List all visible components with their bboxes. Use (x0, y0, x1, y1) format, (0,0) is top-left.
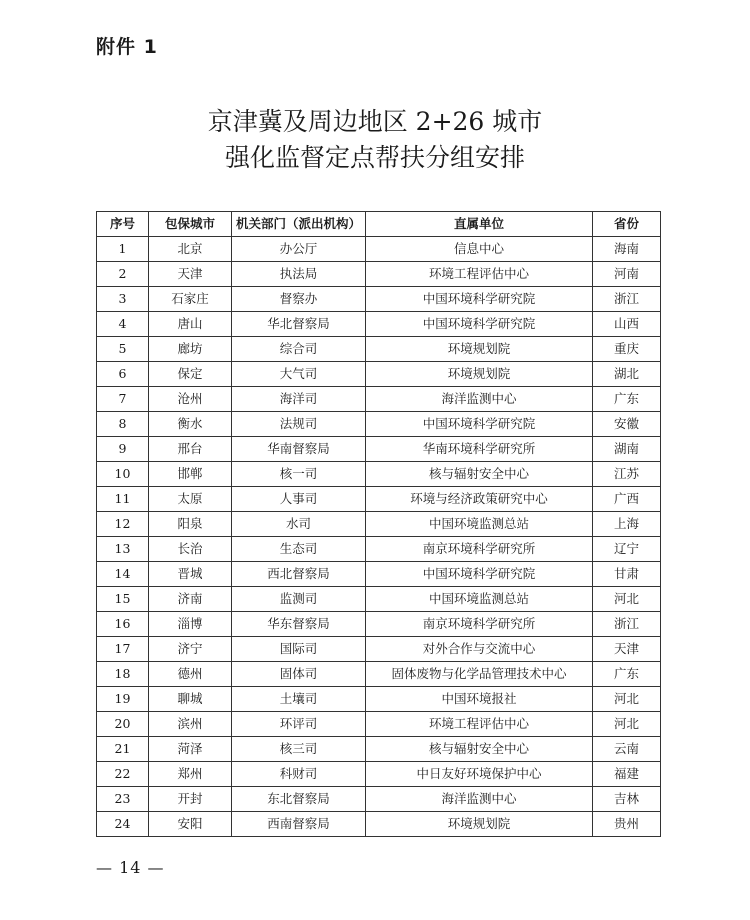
cell-unit: 南京环境科学研究所 (366, 612, 593, 637)
table-row (97, 337, 661, 362)
cell-province: 重庆 (593, 337, 661, 362)
cell-department: 核一司 (232, 462, 366, 487)
cell-department: 生态司 (232, 537, 366, 562)
cell-city: 长治 (149, 537, 232, 562)
cell-unit: 信息中心 (366, 237, 593, 262)
table-row (97, 662, 661, 687)
header-index: 序号 (97, 212, 149, 237)
cell-city: 德州 (149, 662, 232, 687)
cell-index: 22 (97, 762, 149, 787)
cell-city: 廊坊 (149, 337, 232, 362)
cell-province: 山西 (593, 312, 661, 337)
cell-index: 10 (97, 462, 149, 487)
cell-department: 科财司 (232, 762, 366, 787)
cell-city: 菏泽 (149, 737, 232, 762)
cell-index: 6 (97, 362, 149, 387)
cell-city: 唐山 (149, 312, 232, 337)
cell-unit: 华南环境科学研究所 (366, 437, 593, 462)
header-city: 包保城市 (149, 212, 232, 237)
table-row (97, 612, 661, 637)
cell-unit: 中国环境科学研究院 (366, 287, 593, 312)
cell-city: 天津 (149, 262, 232, 287)
table-row (97, 362, 661, 387)
cell-unit: 中国环境科学研究院 (366, 312, 593, 337)
cell-index: 23 (97, 787, 149, 812)
cell-department: 核三司 (232, 737, 366, 762)
cell-city: 阳泉 (149, 512, 232, 537)
table-row (97, 562, 661, 587)
cell-city: 济宁 (149, 637, 232, 662)
cell-department: 固体司 (232, 662, 366, 687)
cell-province: 福建 (593, 762, 661, 787)
table-row (97, 237, 661, 262)
cell-index: 4 (97, 312, 149, 337)
cell-department: 水司 (232, 512, 366, 537)
cell-index: 18 (97, 662, 149, 687)
cell-unit: 对外合作与交流中心 (366, 637, 593, 662)
cell-department: 办公厅 (232, 237, 366, 262)
table-row (97, 387, 661, 412)
cell-unit: 中国环境监测总站 (366, 587, 593, 612)
cell-province: 河北 (593, 712, 661, 737)
cell-province: 广东 (593, 387, 661, 412)
table-row (97, 687, 661, 712)
cell-department: 华南督察局 (232, 437, 366, 462)
cell-index: 21 (97, 737, 149, 762)
cell-index: 17 (97, 637, 149, 662)
table-row (97, 587, 661, 612)
cell-city: 淄博 (149, 612, 232, 637)
cell-province: 河北 (593, 587, 661, 612)
table-row (97, 312, 661, 337)
cell-department: 督察办 (232, 287, 366, 312)
cell-province: 贵州 (593, 812, 661, 837)
cell-unit: 环境与经济政策研究中心 (366, 487, 593, 512)
cell-unit: 环境规划院 (366, 812, 593, 837)
cell-province: 吉林 (593, 787, 661, 812)
cell-unit: 核与辐射安全中心 (366, 737, 593, 762)
table-row (97, 437, 661, 462)
cell-index: 1 (97, 237, 149, 262)
cell-province: 天津 (593, 637, 661, 662)
cell-province: 河南 (593, 262, 661, 287)
cell-unit: 固体废物与化学品管理技术中心 (366, 662, 593, 687)
table-row (97, 787, 661, 812)
cell-department: 华北督察局 (232, 312, 366, 337)
cell-department: 执法局 (232, 262, 366, 287)
table-row (97, 462, 661, 487)
cell-province: 广东 (593, 662, 661, 687)
cell-city: 济南 (149, 587, 232, 612)
cell-city: 邯郸 (149, 462, 232, 487)
cell-city: 沧州 (149, 387, 232, 412)
table-row (97, 412, 661, 437)
cell-index: 14 (97, 562, 149, 587)
cell-city: 衡水 (149, 412, 232, 437)
cell-index: 15 (97, 587, 149, 612)
header-department: 机关部门（派出机构） (232, 212, 366, 237)
cell-index: 8 (97, 412, 149, 437)
cell-city: 保定 (149, 362, 232, 387)
cell-unit: 环境工程评估中心 (366, 262, 593, 287)
document-title-line-1: 京津冀及周边地区 2+26 城市 (207, 107, 543, 136)
cell-province: 安徽 (593, 412, 661, 437)
cell-department: 西北督察局 (232, 562, 366, 587)
cell-province: 湖北 (593, 362, 661, 387)
cell-unit: 中国环境科学研究院 (366, 412, 593, 437)
table-row (97, 287, 661, 312)
table-body (97, 237, 661, 837)
cell-province: 海南 (593, 237, 661, 262)
cell-department: 西南督察局 (232, 812, 366, 837)
cell-province: 上海 (593, 512, 661, 537)
cell-city: 开封 (149, 787, 232, 812)
table-row (97, 712, 661, 737)
cell-index: 5 (97, 337, 149, 362)
cell-province: 湖南 (593, 437, 661, 462)
cell-department: 东北督察局 (232, 787, 366, 812)
cell-city: 太原 (149, 487, 232, 512)
assignment-table (96, 211, 661, 837)
cell-province: 甘肃 (593, 562, 661, 587)
cell-city: 邢台 (149, 437, 232, 462)
cell-city: 聊城 (149, 687, 232, 712)
attachment-label: 附件 1 (96, 36, 158, 58)
table-row (97, 812, 661, 837)
table-header-row (97, 212, 661, 237)
cell-unit: 中日友好环境保护中心 (366, 762, 593, 787)
cell-province: 江苏 (593, 462, 661, 487)
cell-index: 19 (97, 687, 149, 712)
cell-department: 环评司 (232, 712, 366, 737)
table-row (97, 637, 661, 662)
table-row (97, 512, 661, 537)
cell-unit: 环境工程评估中心 (366, 712, 593, 737)
cell-index: 7 (97, 387, 149, 412)
cell-province: 广西 (593, 487, 661, 512)
cell-province: 浙江 (593, 612, 661, 637)
cell-index: 20 (97, 712, 149, 737)
cell-department: 华东督察局 (232, 612, 366, 637)
cell-unit: 海洋监测中心 (366, 387, 593, 412)
table-row (97, 537, 661, 562)
cell-department: 国际司 (232, 637, 366, 662)
document-title-line-2: 强化监督定点帮扶分组安排 (224, 143, 525, 172)
cell-department: 土壤司 (232, 687, 366, 712)
cell-unit: 南京环境科学研究所 (366, 537, 593, 562)
cell-city: 滨州 (149, 712, 232, 737)
cell-unit: 环境规划院 (366, 337, 593, 362)
cell-index: 13 (97, 537, 149, 562)
cell-province: 河北 (593, 687, 661, 712)
cell-index: 9 (97, 437, 149, 462)
cell-city: 郑州 (149, 762, 232, 787)
table-row (97, 762, 661, 787)
table-row (97, 262, 661, 287)
cell-unit: 中国环境科学研究院 (366, 562, 593, 587)
cell-department: 大气司 (232, 362, 366, 387)
cell-index: 24 (97, 812, 149, 837)
cell-department: 监测司 (232, 587, 366, 612)
cell-province: 浙江 (593, 287, 661, 312)
cell-city: 安阳 (149, 812, 232, 837)
cell-city: 石家庄 (149, 287, 232, 312)
cell-index: 3 (97, 287, 149, 312)
cell-index: 2 (97, 262, 149, 287)
cell-unit: 中国环境监测总站 (366, 512, 593, 537)
cell-province: 辽宁 (593, 537, 661, 562)
cell-department: 海洋司 (232, 387, 366, 412)
cell-department: 综合司 (232, 337, 366, 362)
cell-department: 人事司 (232, 487, 366, 512)
cell-city: 北京 (149, 237, 232, 262)
cell-city: 晋城 (149, 562, 232, 587)
cell-province: 云南 (593, 737, 661, 762)
cell-index: 16 (97, 612, 149, 637)
cell-index: 11 (97, 487, 149, 512)
cell-unit: 海洋监测中心 (366, 787, 593, 812)
cell-unit: 中国环境报社 (366, 687, 593, 712)
cell-department: 法规司 (232, 412, 366, 437)
cell-index: 12 (97, 512, 149, 537)
table-row (97, 737, 661, 762)
page-number: — 14 — (96, 858, 165, 877)
header-province: 省份 (593, 212, 661, 237)
header-unit: 直属单位 (366, 212, 593, 237)
cell-unit: 核与辐射安全中心 (366, 462, 593, 487)
table-row (97, 487, 661, 512)
cell-unit: 环境规划院 (366, 362, 593, 387)
